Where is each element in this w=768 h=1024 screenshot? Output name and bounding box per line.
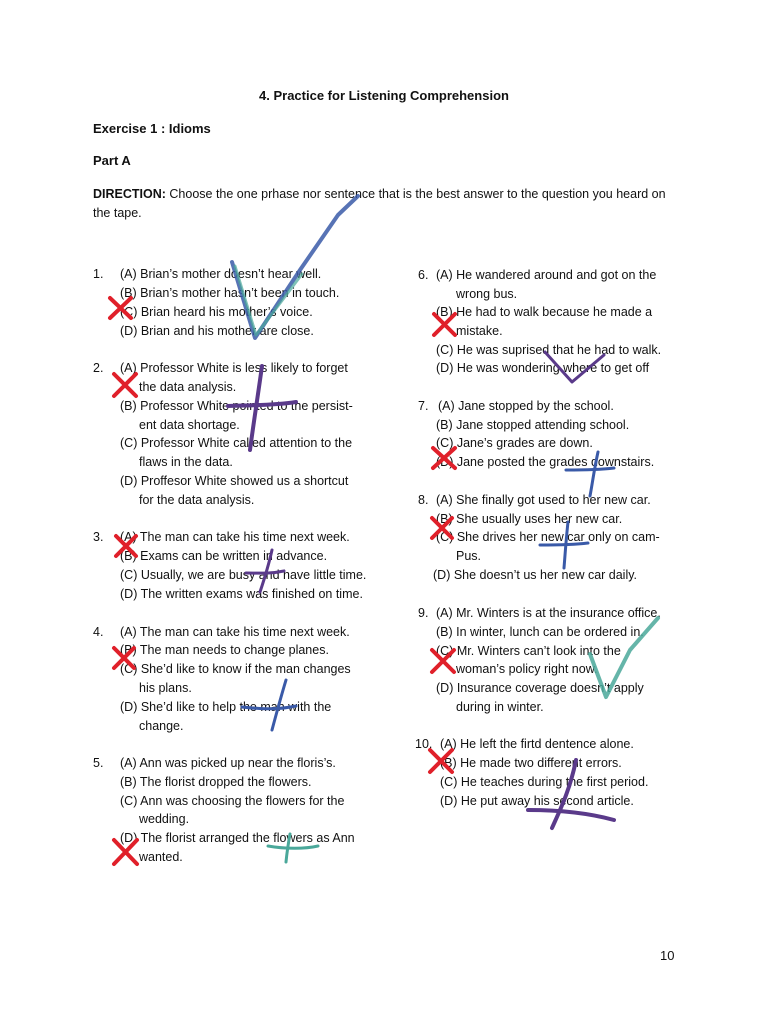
option-line: (C) He was suprised that he had to walk.: [436, 343, 662, 357]
exercise-heading: Exercise 1 : Idioms: [93, 121, 211, 136]
option-line: (A) Mr. Winters is at the insurance office.: [436, 606, 661, 620]
direction-paragraph: [93, 185, 683, 223]
question-number: 9.: [418, 606, 429, 620]
option-line: (B) He had to walk because he made a: [436, 305, 653, 319]
option-line: (A) Professor White is less likely to forget: [120, 361, 348, 375]
option-line: wanted.: [139, 850, 183, 864]
option-line: (A) Jane stopped by the school.: [438, 399, 614, 413]
question-number: 7.: [418, 399, 429, 413]
option-line: (A) The man can take his time next week.: [120, 530, 350, 544]
option-line: (C) She’d like to know if the man changes: [120, 662, 351, 676]
option-line: ent data shortage.: [139, 418, 240, 432]
option-line: (A) She finally got used to her new car.: [436, 493, 651, 507]
question-number: 2.: [93, 361, 104, 375]
option-line: (B) He made two different errors.: [440, 756, 622, 770]
question-number: 5.: [93, 756, 104, 770]
option-line: (C) Professor White called attention to the: [120, 436, 353, 450]
option-line: (C) Jane’s grades are down.: [436, 436, 593, 450]
option-line: (B) The man needs to change planes.: [120, 643, 329, 657]
option-line: (D) Proffesor White showed us a shortcut: [120, 474, 349, 488]
page-number: 10: [660, 948, 675, 963]
option-line: (C) She drives her new car only on cam-: [436, 530, 660, 544]
option-line: mistake.: [456, 324, 503, 338]
x-mark-icon: [114, 374, 136, 396]
option-line: (C) He teaches during the first period.: [440, 775, 649, 789]
option-line: (C) Brian heard his mother’s voice.: [120, 305, 313, 319]
option-line: (B) She usually uses her new car.: [436, 512, 623, 526]
option-line: (D) The written exams was finished on time.: [120, 587, 363, 601]
direction-label: DIRECTION:: [93, 187, 166, 201]
question-number: 8.: [418, 493, 429, 507]
question-number: 4.: [93, 625, 104, 639]
option-line: wedding.: [139, 812, 190, 826]
option-line: (A) He left the firtd dentence alone.: [440, 737, 634, 751]
option-line: (A) Ann was picked up near the floris’s.: [120, 756, 336, 770]
question-number: 6.: [418, 268, 429, 282]
cross-mark-icon: [528, 810, 614, 820]
option-line: (C) Usually, we are busy and have little time.: [120, 568, 367, 582]
option-line: (D) Insurance coverage doesn’t apply: [436, 681, 644, 695]
question-number: 1.: [93, 267, 104, 281]
option-line: change.: [139, 719, 184, 733]
option-line: (B) The florist dropped the flowers.: [120, 775, 312, 789]
option-line: (C) Ann was choosing the flowers for the: [120, 794, 345, 808]
question-number: 10.: [415, 737, 433, 751]
option-line: (A) The man can take his time next week.: [120, 625, 350, 639]
option-line: (B) Professor White pointed to the persist-: [120, 399, 353, 413]
option-line: flaws in the data.: [139, 455, 233, 469]
option-line: (D) The florist arranged the flowers as Ann: [120, 831, 355, 845]
option-line: woman’s policy right now.: [456, 662, 598, 676]
option-line: (B) Brian’s mother hasn’t been in touch.: [120, 286, 340, 300]
option-line: (D) She’d like to help the man with the: [120, 700, 332, 714]
page-title: 4. Practice for Listening Comprehension: [259, 88, 509, 103]
option-line: (D) He was wondering where to get off: [436, 361, 650, 375]
part-heading: Part A: [93, 153, 131, 168]
option-line: (D) Brian and his mother are close.: [120, 324, 314, 338]
option-line: his plans.: [139, 681, 192, 695]
option-line: for the data analysis.: [139, 493, 255, 507]
option-line: (B) Jane stopped attending school.: [436, 418, 630, 432]
option-line: (D) She doesn’t us her new car daily.: [433, 568, 638, 582]
option-line: (A) He wandered around and got on the: [436, 268, 657, 282]
option-line: (C) Mr. Winters can’t look into the: [436, 644, 621, 658]
option-line: (A) Brian’s mother doesn’t hear well.: [120, 267, 322, 281]
question-number: 3.: [93, 530, 104, 544]
option-line: Pus.: [456, 549, 482, 563]
option-line: (B) Exams can be written in advance.: [120, 549, 328, 563]
option-line: the data analysis.: [139, 380, 237, 394]
option-line: (D) He put away his second article.: [440, 794, 634, 808]
option-line: wrong bus.: [456, 287, 518, 301]
option-line: (D) Jane posted the grades downstairs.: [436, 455, 655, 469]
direction-text: Choose the one prhase nor sentence that is the best answer to the question you heard on the tape.: [93, 187, 666, 220]
option-line: (B) In winter, lunch can be ordered in.: [436, 625, 644, 639]
option-line: during in winter.: [456, 700, 544, 714]
cross-mark-icon: [268, 846, 318, 848]
